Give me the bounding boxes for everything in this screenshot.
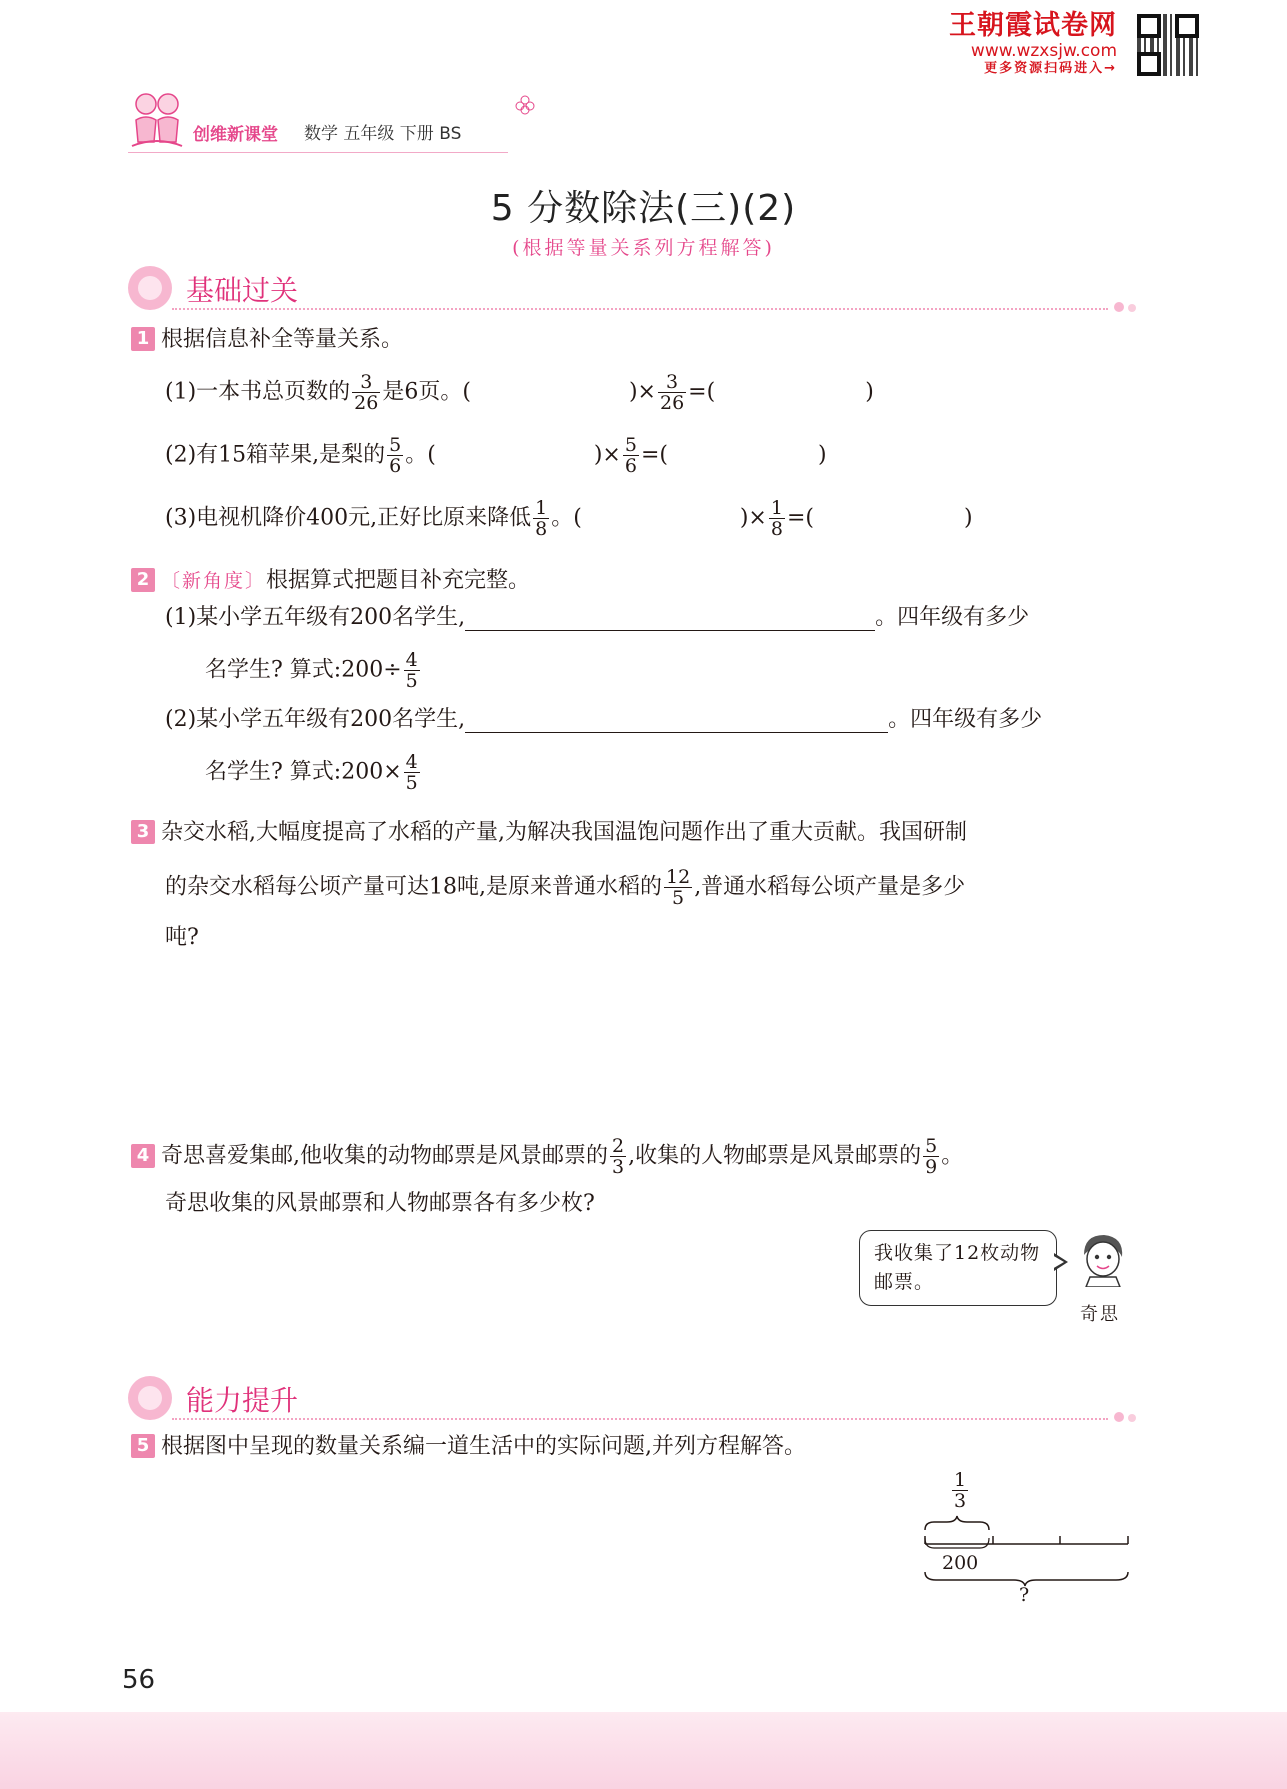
page-subtitle: (根据等量关系列方程解答) bbox=[512, 237, 775, 259]
divider-dot bbox=[1128, 1414, 1136, 1422]
q4-number: 4 bbox=[131, 1144, 155, 1168]
q2-number: 2 bbox=[131, 568, 155, 592]
equals-sign: =( bbox=[688, 379, 716, 405]
q2-stem bbox=[131, 566, 530, 596]
fraction: $\frac{4}{5}$ bbox=[405, 649, 418, 692]
q2-item-2-formula bbox=[205, 752, 422, 793]
equals-sign: =( bbox=[786, 505, 814, 531]
q4-text: 奇思收集的风景邮票和人物邮票各有多少枚? bbox=[165, 1191, 595, 1216]
q2-item-2 bbox=[165, 705, 1042, 735]
speech-bubble-text bbox=[874, 1239, 1040, 1297]
header-divider bbox=[128, 152, 508, 153]
fraction: $\frac{3}{26}$ bbox=[354, 371, 379, 414]
q4-text: 。 bbox=[941, 1143, 964, 1169]
q1-number: 1 bbox=[131, 327, 155, 351]
q2-formula-text: 名学生? 算式:200÷ bbox=[205, 657, 402, 683]
times-sign: )× bbox=[593, 442, 621, 468]
q3-text: 吨? bbox=[165, 925, 199, 950]
new-angle-tag: 〔新角度〕 bbox=[161, 570, 267, 592]
divider-dot bbox=[1114, 302, 1124, 312]
section-icon bbox=[128, 266, 172, 310]
q2-item-text: 。四年级有多少 bbox=[888, 707, 1043, 732]
q1-item-text: 是6页。( bbox=[382, 379, 471, 405]
paren-close: ) bbox=[964, 505, 973, 531]
qr-code-icon[interactable] bbox=[1137, 14, 1199, 76]
book-info: 数学 五年级 下册 BS bbox=[304, 124, 462, 144]
q2-formula-text: 名学生? 算式:200× bbox=[205, 759, 402, 785]
page-number: 56 bbox=[122, 1665, 156, 1695]
equals-sign: =( bbox=[640, 442, 668, 468]
q4-text: ,收集的人物邮票是风景邮票的 bbox=[628, 1143, 922, 1169]
paren-close: ) bbox=[865, 379, 874, 405]
diagram-fraction: $\frac{1}{3}$ bbox=[954, 1469, 967, 1512]
fraction: $\frac{5}{6}$ bbox=[624, 434, 637, 477]
section-basic-label: 基础过关 bbox=[186, 274, 299, 307]
q1-item-text: (1)一本书总页数的 bbox=[165, 379, 351, 405]
fraction: $\frac{1}{8}$ bbox=[770, 497, 783, 540]
q3-text: 的杂交水稻每公顷产量可达18吨,是原来普通水稻的 bbox=[165, 874, 662, 900]
speech-line: 我收集了12枚动物 bbox=[874, 1242, 1041, 1264]
fraction: $\frac{5}{6}$ bbox=[389, 434, 402, 477]
fraction: $\frac{2}{3}$ bbox=[612, 1135, 625, 1178]
speech-bubble-tail bbox=[1052, 1255, 1064, 1269]
q5-stem-text: 根据图中呈现的数量关系编一道生活中的实际问题,并列方程解答。 bbox=[161, 1434, 806, 1459]
q4-line-1 bbox=[131, 1136, 963, 1177]
footer-band bbox=[0, 1712, 1287, 1789]
speech-bubble bbox=[859, 1230, 1057, 1306]
fraction: $\frac{4}{5}$ bbox=[405, 751, 418, 794]
brand-name: 王朝霞试卷网 bbox=[949, 10, 1117, 41]
q5-number: 5 bbox=[131, 1434, 155, 1458]
fraction: $\frac{12}{5}$ bbox=[666, 866, 691, 909]
paren-close: ) bbox=[818, 442, 827, 468]
q3-number: 3 bbox=[131, 820, 155, 844]
q3-line-3 bbox=[165, 923, 199, 953]
q1-item-3 bbox=[165, 498, 973, 539]
answer-line[interactable] bbox=[465, 708, 888, 733]
diagram-lines bbox=[920, 1470, 1140, 1610]
section-advanced-header bbox=[128, 1376, 1128, 1424]
times-sign: )× bbox=[739, 505, 767, 531]
times-sign: )× bbox=[628, 379, 656, 405]
section-divider bbox=[172, 308, 1108, 310]
divider-dot bbox=[1114, 1412, 1124, 1422]
qisi-name: 奇思 bbox=[1080, 1304, 1120, 1325]
q1-item-text: 。( bbox=[405, 442, 436, 468]
series-name: 创维新课堂 bbox=[193, 125, 278, 145]
q4-line-2 bbox=[165, 1189, 595, 1219]
kids-logo-icon bbox=[128, 90, 186, 152]
section-advanced-label: 能力提升 bbox=[186, 1384, 299, 1417]
q3-line-1 bbox=[131, 818, 967, 848]
brand-url[interactable]: www.wzxsjw.com bbox=[970, 41, 1117, 61]
q1-item-text: (2)有15箱苹果,是梨的 bbox=[165, 442, 386, 468]
q1-stem-text: 根据信息补全等量关系。 bbox=[161, 327, 404, 352]
q1-item-text: 。( bbox=[551, 505, 582, 531]
flower-icon bbox=[514, 94, 536, 116]
q2-stem-text: 根据算式把题目补充完整。 bbox=[266, 568, 531, 593]
page-title: 5 分数除法(三)(2) bbox=[490, 188, 797, 229]
fraction: $\frac{3}{26}$ bbox=[659, 371, 685, 414]
q3-text: 杂交水稻,大幅度提高了水稻的产量,为解决我国温饱问题作出了重大贡献。我国研制 bbox=[161, 820, 967, 845]
q5-diagram bbox=[920, 1470, 1140, 1610]
diagram-part-value: 200 bbox=[942, 1552, 979, 1574]
divider-dot bbox=[1128, 304, 1136, 312]
q3-answer-area[interactable] bbox=[165, 960, 1125, 1110]
q2-item-1-formula bbox=[205, 650, 422, 691]
answer-line[interactable] bbox=[465, 606, 875, 631]
q4-text: 奇思喜爱集邮,他收集的动物邮票是风景邮票的 bbox=[161, 1143, 608, 1169]
q2-item-text: (2)某小学五年级有200名学生, bbox=[165, 707, 466, 732]
q3-text: ,普通水稻每公顷产量是多少 bbox=[694, 874, 966, 900]
q1-item-1 bbox=[165, 372, 874, 413]
q2-item-text: 。四年级有多少 bbox=[875, 605, 1030, 630]
fraction: $\frac{5}{9}$ bbox=[925, 1135, 938, 1178]
section-basic-header bbox=[128, 266, 1128, 314]
qisi-character-icon bbox=[1078, 1233, 1126, 1287]
section-divider bbox=[172, 1418, 1108, 1420]
brand-block bbox=[949, 10, 1117, 78]
q1-item-text: (3)电视机降价400元,正好比原来降低 bbox=[165, 505, 532, 531]
diagram-whole-value: ? bbox=[1019, 1584, 1030, 1606]
q1-item-2 bbox=[165, 435, 827, 476]
q2-item-1 bbox=[165, 603, 1029, 633]
q3-line-2 bbox=[165, 867, 965, 908]
q5-stem bbox=[131, 1432, 806, 1462]
section-icon bbox=[128, 1376, 172, 1420]
brand-more: 更多资源扫码进入→ bbox=[984, 61, 1117, 76]
fraction: $\frac{1}{8}$ bbox=[535, 497, 548, 540]
q1-stem bbox=[131, 325, 403, 355]
speech-line: 邮票。 bbox=[874, 1271, 935, 1293]
q2-item-text: (1)某小学五年级有200名学生, bbox=[165, 605, 466, 630]
